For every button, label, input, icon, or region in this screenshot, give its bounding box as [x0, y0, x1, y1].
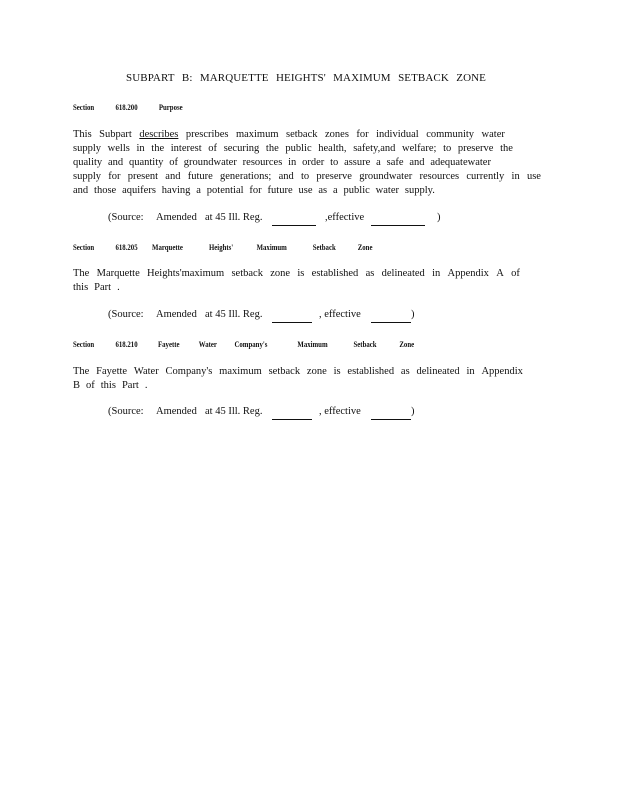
word: supply: [73, 171, 102, 182]
word: health,: [318, 143, 347, 154]
source-label: (Source:: [108, 406, 144, 417]
word: setback: [231, 268, 263, 279]
word: and: [107, 157, 124, 168]
word: Company's: [165, 366, 213, 377]
section-210-paragraph: [73, 365, 541, 393]
word: those: [94, 185, 117, 196]
word: to: [300, 171, 310, 182]
title-word: B:: [181, 72, 193, 84]
title-word: SETBACK: [398, 72, 449, 84]
section-label: Section: [73, 340, 95, 349]
source-label: (Source:: [108, 212, 144, 223]
word: The: [73, 268, 90, 279]
word: Part: [121, 380, 139, 391]
word: the: [151, 143, 165, 154]
word: welfare;: [402, 143, 437, 154]
source-label: (Source:: [108, 309, 144, 320]
section-number: 618.210: [115, 340, 138, 349]
section-name-word: Zone: [357, 243, 373, 252]
word: established: [311, 268, 359, 279]
word: delineated: [416, 366, 460, 377]
title-word: SUBPART: [126, 72, 175, 84]
word: maximum: [219, 366, 262, 377]
section-label: Section: [73, 243, 95, 252]
section-name-word: Water: [198, 340, 217, 349]
word: groundwater: [183, 157, 237, 168]
word: resources: [242, 157, 283, 168]
section-name: Purpose: [158, 103, 183, 112]
section-name-word: Fayette: [158, 340, 180, 349]
word: is: [297, 268, 305, 279]
section-name-word: Heights': [209, 243, 234, 252]
word: use: [298, 185, 313, 196]
word: prescribes: [185, 129, 229, 140]
word: for: [108, 171, 121, 182]
word: potential: [206, 185, 244, 196]
paragraph-line: [73, 170, 541, 184]
section-name-word: Maximum: [256, 243, 287, 252]
word: established: [347, 366, 395, 377]
register-blank: [272, 214, 316, 226]
word: the: [265, 143, 279, 154]
paragraph-line: [73, 142, 513, 156]
word: setback: [286, 129, 318, 140]
word: as: [365, 268, 375, 279]
word: in: [136, 143, 145, 154]
paragraph-line: [73, 267, 520, 281]
effective-label: , effective: [319, 309, 361, 320]
word: in: [511, 171, 520, 182]
word: supply: [73, 143, 102, 154]
title-word: MARQUETTE: [199, 72, 269, 84]
word: present: [127, 171, 159, 182]
effective-blank: [371, 408, 411, 420]
effective-blank: [371, 311, 411, 323]
word: having: [161, 185, 191, 196]
word: preserve: [457, 143, 494, 154]
close-paren: ): [411, 309, 415, 320]
paragraph-line: [73, 184, 435, 198]
title-word: ZONE: [456, 72, 486, 84]
word: quality: [73, 157, 103, 168]
paragraph-line: [73, 128, 505, 142]
word: Water: [133, 366, 159, 377]
word: a: [196, 185, 201, 196]
word: public: [343, 185, 370, 196]
word: Appendix: [481, 366, 523, 377]
word: wells: [107, 143, 130, 154]
word: Fayette: [96, 366, 128, 377]
word: adequatewater: [430, 157, 491, 168]
word: Marquette: [96, 268, 140, 279]
word: a: [376, 157, 381, 168]
word: The: [73, 366, 90, 377]
word: in: [466, 366, 475, 377]
close-paren: ): [437, 212, 441, 223]
word: Appendix: [447, 268, 489, 279]
word: of: [169, 157, 178, 168]
section-name-word: Zone: [399, 340, 415, 349]
paragraph-line: [73, 156, 491, 170]
paragraph-line: [73, 365, 523, 379]
effective-label: ,effective: [325, 212, 365, 223]
word: this: [73, 282, 89, 293]
section-name-word: Setback: [312, 243, 336, 252]
word: future: [267, 185, 293, 196]
word: water: [481, 129, 505, 140]
word: for: [356, 129, 369, 140]
word: and: [409, 157, 425, 168]
section-name-word: Maximum: [297, 340, 328, 349]
word: assure: [344, 157, 371, 168]
register-blank: [272, 408, 312, 420]
word: and: [73, 185, 89, 196]
word: safety,and: [353, 143, 396, 154]
word: quantity: [128, 157, 164, 168]
section-name-word: Company's: [234, 340, 268, 349]
word: .: [144, 380, 148, 391]
word: and: [165, 171, 181, 182]
word: This: [73, 129, 92, 140]
word: community: [426, 129, 475, 140]
word: interest: [170, 143, 202, 154]
register-citation: at 45 Ill. Reg.: [205, 212, 263, 223]
word: of: [208, 143, 218, 154]
word: supply.: [404, 185, 435, 196]
word: Subpart: [99, 129, 132, 140]
close-paren: ): [411, 406, 415, 417]
word: and: [278, 171, 294, 182]
word: water: [375, 185, 399, 196]
amended-label: Amended: [156, 406, 197, 417]
word: maximum: [235, 129, 279, 140]
word: individual: [376, 129, 419, 140]
word: securing: [223, 143, 260, 154]
word: order: [302, 157, 325, 168]
word: B: [73, 380, 81, 391]
word: groundwater: [359, 171, 413, 182]
word: resources: [419, 171, 460, 182]
word: currently: [466, 171, 505, 182]
word: Heights'maximum: [147, 268, 225, 279]
word: for: [249, 185, 262, 196]
word: setback: [268, 366, 301, 377]
word: in: [432, 268, 441, 279]
register-citation: at 45 Ill. Reg.: [205, 406, 263, 417]
word: future: [187, 171, 213, 182]
word: in: [288, 157, 297, 168]
title-word: HEIGHTS': [275, 72, 326, 84]
word: preserve: [316, 171, 352, 182]
title-word: MAXIMUM: [333, 72, 391, 84]
word: this: [100, 380, 116, 391]
paragraph-line: [73, 281, 541, 295]
purpose-paragraph: [73, 128, 541, 198]
struck-word: describes: [139, 129, 179, 140]
word: .: [117, 282, 120, 293]
word: safe: [386, 157, 404, 168]
word: zones: [325, 129, 349, 140]
register-citation: at 45 Ill. Reg.: [205, 309, 263, 320]
amended-label: Amended: [156, 212, 197, 223]
word: Part: [94, 282, 112, 293]
word: is: [333, 366, 341, 377]
word: zone: [270, 268, 291, 279]
section-number: 618.205: [115, 243, 138, 252]
section-name-word: Setback: [353, 340, 377, 349]
word: use: [526, 171, 541, 182]
word: as: [400, 366, 410, 377]
section-number: 618.200: [115, 103, 138, 112]
word: the: [500, 143, 513, 154]
register-blank: [272, 311, 312, 323]
word: A: [496, 268, 504, 279]
section-name-word: Marquette: [152, 243, 183, 252]
section-205-paragraph: [73, 267, 541, 295]
word: zone: [306, 366, 327, 377]
amended-label: Amended: [156, 309, 197, 320]
word: of: [511, 268, 520, 279]
word: delineated: [381, 268, 425, 279]
subpart-title: [126, 72, 486, 84]
word: aquifers: [122, 185, 156, 196]
word: to: [443, 143, 452, 154]
word: generations;: [220, 171, 272, 182]
word: as: [318, 185, 328, 196]
word: public: [285, 143, 312, 154]
word: of: [86, 380, 95, 391]
paragraph-line: [73, 379, 541, 393]
word: a: [333, 185, 338, 196]
word: to: [330, 157, 339, 168]
effective-label: , effective: [319, 406, 361, 417]
effective-blank: [371, 214, 425, 226]
section-label: Section: [73, 103, 95, 112]
